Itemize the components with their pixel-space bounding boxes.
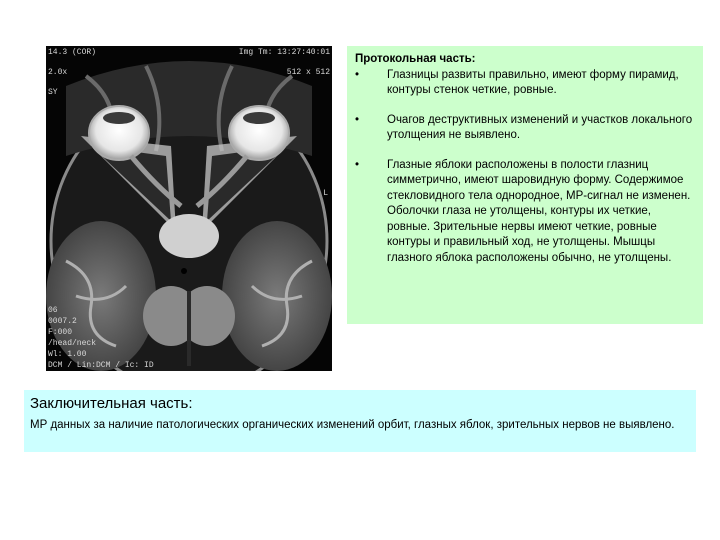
protocol-section [347,46,703,324]
mri-info-line: F:000 [48,328,73,337]
conclusion-title: Заключительная часть: [30,395,193,412]
mri-plane: SY [48,88,58,97]
mri-series-label: 14.3 (COR) [48,48,97,57]
protocol-item-text: Очагов деструктивных изменений и участков локального утолщения не выявлено. [387,113,693,141]
protocol-item-text: Глазницы развиты правильно, имеют форму пирамид, контуры стенок четкие, ровные. [387,68,679,96]
mri-brain-illustration [46,46,332,371]
conclusion-section [24,390,696,452]
mri-info-line: 0007.2 [48,317,77,326]
mri-side-marker: L [323,189,328,198]
protocol-item [355,113,695,144]
conclusion-text: МР данных за наличие патологических органических изменений орбит, глазных яблок, зрительных нервов не выявлено. [30,419,675,431]
protocol-title: Протокольная часть: [355,53,476,65]
protocol-item [355,158,695,267]
mri-info-line: /head/neck [48,339,97,348]
bullet-icon: • [355,158,360,171]
mri-info-line: DCM / Lin:DCM / Ic: ID [48,361,154,370]
bullet-icon: • [355,68,360,81]
protocol-item-text: Глазные яблоки расположены в полости глазниц симметрично, имеют шаровидную форму. Содержимое стекловидного тела однородное, МР-сигнал не изменен. Оболочки глаза не утолщены, контуры их четкие, ровные. Зрительные нервы имеют четкие, ровные контуры и правильный ход, не утолщены. Мышцы глазного яблока расположены обычно, не утолщены. [387,158,691,264]
mri-matrix: 512 x 512 [286,68,330,77]
mri-info-line: Wl: 1.00 [48,350,87,359]
mri-info-line: 06 [48,306,58,315]
protocol-item [355,68,695,99]
bullet-icon: • [355,113,360,126]
mri-scan-image [46,46,332,371]
mri-zoom: 2.0x [48,68,68,77]
mri-image-time: Img Tm: 13:27:40:01 [238,48,330,57]
